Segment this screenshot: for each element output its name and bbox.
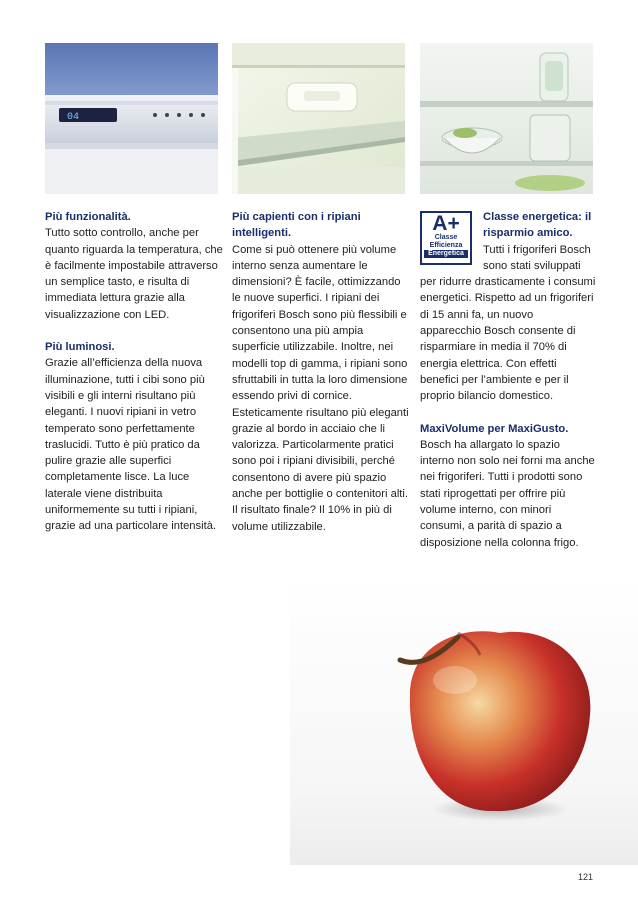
section-body: Tutti i frigoriferi Bosch sono stati sviluppati per ridurre drasticamente i consumi energetici. Rispetto ad un frigoriferi di 15 anni fa, un nuovo apparecchio Bosch consente di risparmiare in media il 70% di energia elettrica. Con effetti benefici per l’ambiente e per il proprio bilancio domestico.	[420, 243, 596, 403]
page-number: 121	[577, 872, 593, 882]
energy-class-badge	[420, 211, 476, 269]
column-capacity	[232, 209, 412, 551]
section-body: Come si può ottenere più volume interno senza aumentare le dimensioni? È facile, ottimizzando le nuove superfici. I ripiani dei frigoriferi Bosch sono più flessibili e consentono una più ampia superficie utilizzabile. Inoltre, nei modelli top di gamma, i ripiani sono sfruttabili in tutta la loro dimensione essendo privi di cornice. Esteticamente risultano più eleganti grazie al bordo in acciaio che li valorizza. Particolarmente pratici sono poi i ripiani divisibili, perché consentono di avere più spazio anche per bottiglie o contenitori alti. Il risultato finale? Il 10% in più di volume utilizzabile.	[232, 243, 409, 533]
section-body: Bosch ha allargato lo spazio interno non solo nei forni ma anche nei frigoriferi. Tutti i prodotti sono stati riprogettati per offrire più volume interno, con minori consumi, a parità di spazio a disposizione nella colonna frigo.	[420, 438, 595, 549]
section-heading: MaxiVolume per MaxiGusto.	[420, 422, 569, 435]
section-body: Grazie all’efficienza della nuova illuminazione, tutti i cibi sono più visibili e gli interni risultano più eleganti. I nuovi ripiani in vetro temperato sono perfettamente traslucidi. Tutto è più pratico da pulire grazie alle superfici completamente lisce. La luce laterale viene distribuita uniformemente su tutti i ripiani, grazie ad una particolare intensità.	[45, 357, 217, 533]
section-heading: Più luminosi.	[45, 341, 115, 354]
column-energy	[420, 209, 596, 567]
column-functionality	[45, 209, 225, 551]
section-heading: Più capienti con i ripiani intelligenti.	[232, 211, 361, 240]
apple-photo	[290, 575, 638, 865]
led-display-text: 04	[67, 112, 80, 123]
section-body: Tutto sotto controllo, anche per quanto riguarda la temperatura, che è facilmente impostabile attraverso un semplice tasto, e risulta di immediata lettura grazie alla visualizzazione con LED.	[45, 227, 223, 321]
energy-label-line3: Energetica	[424, 250, 468, 258]
energy-label-line1: Classe	[434, 234, 458, 241]
fridge-interior-light-photo	[232, 43, 405, 194]
energy-grade: A+	[432, 212, 460, 235]
energy-label-line2: Efficienza	[429, 242, 463, 249]
fridge-control-panel-photo	[45, 43, 218, 194]
fridge-shelves-photo	[420, 43, 593, 194]
section-heading: Più funzionalità.	[45, 211, 131, 223]
section-heading: Classe energetica: il risparmio amico.	[483, 211, 592, 240]
